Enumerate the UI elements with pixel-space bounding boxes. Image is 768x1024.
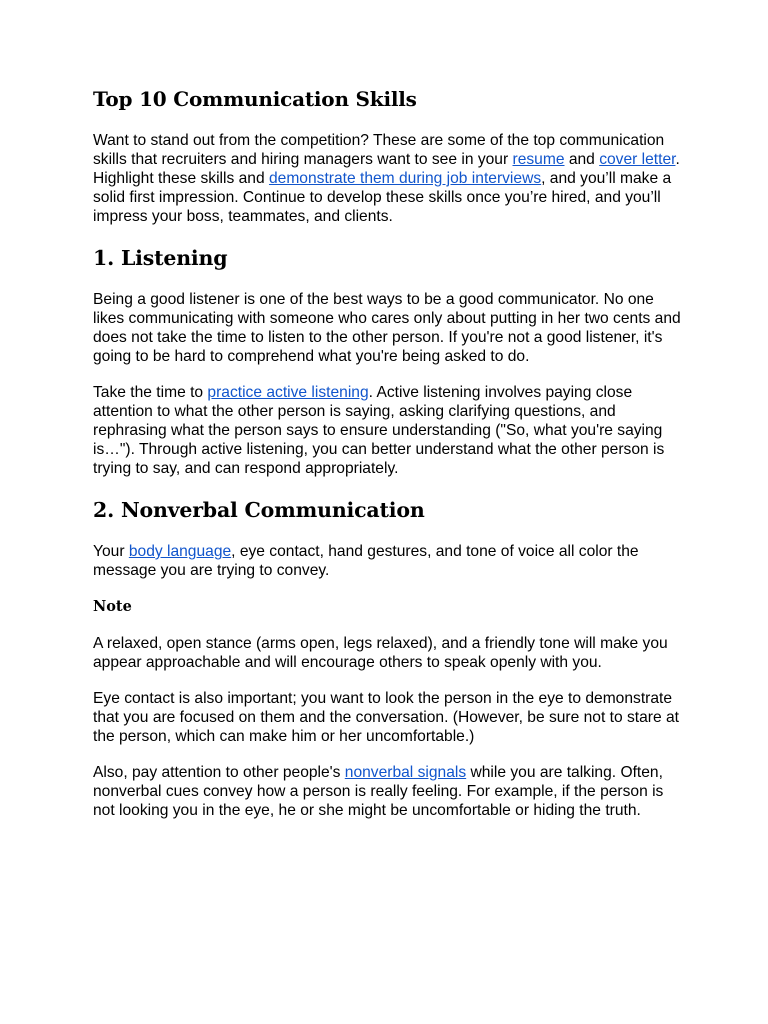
nonverbal-p4-text-2: while you are talking. Often, nonverbal cues convey how a person is really feeling. For example, if the person is not looking you in the eye, he or she might be uncomfortable or hiding the truth. (93, 764, 664, 819)
cover-letter-link[interactable]: cover letter (599, 151, 676, 168)
listening-heading: 1. Listening (93, 246, 228, 270)
nonverbal-heading: 2. Nonverbal Communication (93, 498, 425, 522)
listening-p2-text-1: Take the time to (93, 384, 208, 401)
nonverbal-p1-text-1: Your (93, 543, 129, 560)
listening-paragraph-2 (93, 383, 688, 478)
nonverbal-signals-link[interactable]: nonverbal signals (344, 764, 467, 781)
note-label: Note (93, 598, 132, 615)
interviews-link[interactable]: demonstrate them during job interviews (268, 170, 542, 187)
document-body (93, 84, 688, 837)
body-language-link[interactable]: body language (128, 543, 232, 560)
nonverbal-paragraph-2: A relaxed, open stance (arms open, legs relaxed), and a friendly tone will make you appear approachable and will encourage others to speak openly with you. (93, 635, 668, 671)
listening-paragraph-1: Being a good listener is one of the best ways to be a good communicator. No one likes communicating with someone who cares only about putting in her two cents and does not take the time to listen to the other person. If you're not a good listener, it's going to be hard to comprehend what you're being asked to do. (93, 291, 681, 365)
nonverbal-paragraph-1 (93, 542, 688, 580)
intro-paragraph (93, 131, 688, 226)
intro-text-1: Want to stand out from the competition? These are some of the top communication skills that recruiters and hiring managers want to see in your (93, 132, 665, 168)
active-listening-link[interactable]: practice active listening (207, 384, 369, 401)
intro-text-2: and (564, 151, 600, 168)
intro-text-3: . Highlight these skills and (93, 151, 680, 187)
listening-p2-text-2: . Active listening involves paying close attention to what the other person is saying, asking clarifying questions, and rephrasing what the person says to ensure understanding ("So, what you're saying is…"). Through active listening, you can better understand what the other person is trying to say, and can respond appropriately. (93, 384, 665, 477)
nonverbal-paragraph-4 (93, 763, 688, 820)
nonverbal-p4-text-1: Also, pay attention to other people's (93, 764, 345, 781)
nonverbal-paragraph-3: Eye contact is also important; you want to look the person in the eye to demonstrate that you are focused on them and the conversation. (However, be sure not to stare at the person, which can make him or her uncomfortable.) (93, 690, 679, 745)
resume-link[interactable]: resume (512, 151, 565, 168)
page-title: Top 10 Communication Skills (93, 87, 417, 111)
nonverbal-p1-text-2: , eye contact, hand gestures, and tone of voice all color the message you are trying to convey. (93, 543, 639, 579)
intro-text-4: , and you’ll make a solid first impression. Continue to develop these skills once you’re hired, and you’ll impress your boss, teammates, and clients. (93, 170, 672, 225)
